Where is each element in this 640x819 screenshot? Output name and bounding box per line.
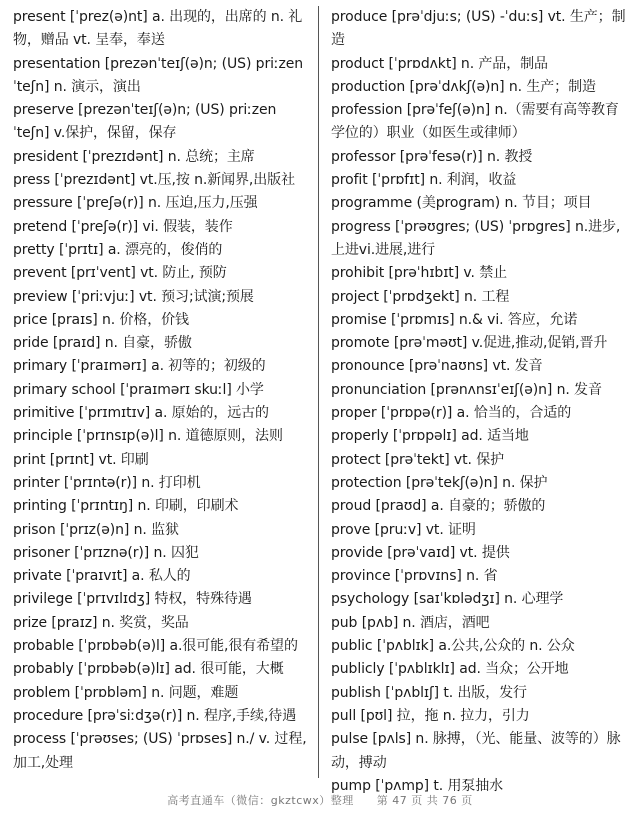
vocab-entry: pretend [ˈpreʃə(r)] vi. 假装，装作: [13, 218, 233, 235]
vocab-entry: prove [pruːv] vt. 证明: [331, 521, 476, 538]
vocab-entry: privilege [ˈprɪvɪlɪdʒ] 特权，特殊待遇: [13, 591, 252, 608]
vocab-entry: project [ˈprɒdʒekt] n. 工程: [331, 288, 510, 305]
vocab-entry: pull [pʊl] 拉，拖 n. 拉力，引力: [331, 707, 530, 724]
vocab-entry: probably [ˈprɒbəb(ə)lɪ] ad. 很可能，大概: [13, 661, 284, 678]
vocab-entry: pronounce [prəˈnaʊns] vt. 发音: [331, 358, 543, 375]
vocab-entry: programme (美program) n. 节目；项目: [331, 195, 592, 212]
vocab-entry: printer [ˈprɪntə(r)] n. 打印机: [13, 474, 201, 491]
vocab-entry: pretty [ˈprɪtɪ] a. 漂亮的，俊俏的: [13, 241, 223, 258]
vocab-entry: process [ˈprəʊses; (US) ˈprɒses] n./ v. 过程,加工,处理: [13, 731, 307, 771]
vocab-entry: provide [prəˈvaɪd] vt. 提供: [331, 544, 510, 561]
vocab-entry: private [ˈpraɪvɪt] a. 私人的: [13, 568, 191, 585]
vocab-entry: president [ˈprezɪdənt] n. 总统；主席: [13, 148, 255, 165]
vocab-entry: profit [ˈprɒfɪt] n. 利润，收益: [331, 172, 517, 189]
vocab-entry: pride [praɪd] n. 自豪，骄傲: [13, 335, 192, 352]
vocab-entry: prohibit [prəˈhɪbɪt] v. 禁止: [331, 265, 508, 282]
vocab-entry: psychology [saɪˈkɒlədʒɪ] n. 心理学: [331, 591, 564, 608]
page-footer: 高考直通车（微信：gkztcwx）整理 第 47 页 共 76 页: [167, 794, 473, 807]
vocab-entry: press [ˈprezɪdənt] vt.压,按 n.新闻界,出版社: [13, 172, 295, 189]
vocab-entry: procedure [prəˈsiːdʒə(r)] n. 程序,手续,待遇: [13, 707, 297, 724]
vocab-entry: preview [ˈpriːvjuː] vt. 预习;试演;预展: [13, 288, 254, 305]
vocab-entry: proud [praʊd] a. 自豪的；骄傲的: [331, 498, 546, 515]
vocab-entry: proper [ˈprɒpə(r)] a. 恰当的，合适的: [331, 405, 572, 422]
vocab-entry: production [prəˈdʌkʃ(ə)n] n. 生产；制造: [331, 78, 596, 95]
vocab-entry: principle [ˈprɪnsɪp(ə)l] n. 道德原则，法则: [13, 428, 283, 445]
vocab-entry: price [praɪs] n. 价格，价钱: [13, 311, 189, 328]
right-column: [331, 6, 631, 798]
vocab-entry: publish [ˈpʌblɪʃ] t. 出版，发行: [331, 684, 527, 701]
vocab-entry: pronunciation [prənʌnsɪˈeɪʃ(ə)n] n. 发音: [331, 381, 602, 398]
vocab-entry: publicly [ˈpʌblɪklɪ] ad. 当众；公开地: [331, 661, 569, 678]
vocab-entry: prize [praɪz] n. 奖赏，奖品: [13, 614, 189, 631]
vocab-entry: prisoner [ˈprɪznə(r)] n. 囚犯: [13, 544, 199, 561]
vocab-entry: promise [ˈprɒmɪs] n.& vi. 答应，允诺: [331, 311, 578, 328]
vocab-entry: public [ˈpʌblɪk] a.公共,公众的 n. 公众: [331, 638, 575, 655]
vocab-entry: professor [prəˈfesə(r)] n. 教授: [331, 148, 533, 165]
vocab-entry: present [ˈprez(ə)nt] a. 出现的，出席的 n. 礼物，赠品 vt. 呈奉，奉送: [13, 9, 303, 49]
column-divider: [318, 6, 319, 778]
vocab-entry: prevent [prɪˈvent] vt. 防止, 预防: [13, 265, 227, 282]
vocab-entry: produce [prəˈdjuːs; (US) -ˈduːs] vt. 生产；制造: [331, 9, 626, 49]
vocab-entry: profession [prəˈfeʃ(ə)n] n.（需要有高等教育学位的）职业（如医生或律师）: [331, 102, 619, 142]
vocab-entry: protect [prəˈtekt] vt. 保护: [331, 451, 504, 468]
vocab-entry: properly [ˈprɒpəlɪ] ad. 适当地: [331, 428, 529, 445]
left-column: [13, 6, 311, 775]
vocab-entry: promote [prəˈməʊt] v.促进,推动,促销,晋升: [331, 335, 608, 352]
vocab-entry: protection [prəˈtekʃ(ə)n] n. 保护: [331, 474, 548, 491]
vocab-entry: pub [pʌb] n. 酒店，酒吧: [331, 614, 490, 631]
vocab-entry: presentation [prezənˈteɪʃ(ə)n; (US) priːzenˈteʃn] n. 演示，演出: [13, 55, 304, 95]
vocab-entry: preserve [prezənˈteɪʃ(ə)n; (US) priːzenˈteʃn] v.保护，保留，保存: [13, 102, 277, 142]
vocab-entry: prison [ˈprɪz(ə)n] n. 监狱: [13, 521, 179, 538]
vocab-entry: pressure [ˈpreʃə(r)] n. 压迫,压力,压强: [13, 195, 258, 212]
vocab-entry: pulse [pʌls] n. 脉搏，（光、能量、波等的）脉动，搏动: [331, 731, 621, 771]
vocab-entry: primary school [ˈpraɪmərɪ skuːl] 小学: [13, 381, 264, 398]
vocab-entry: printing [ˈprɪntɪŋ] n. 印刷，印刷术: [13, 498, 239, 515]
vocab-entry: product [ˈprɒdʌkt] n. 产品，制品: [331, 55, 548, 72]
vocab-entry: print [prɪnt] vt. 印刷: [13, 451, 149, 468]
vocab-entry: progress [ˈprəʊgres; (US) ˈprɒgres] n.进步,上进vi.进展,进行: [331, 218, 621, 258]
vocab-entry: pump [ˈpʌmp] t. 用泵抽水: [331, 777, 504, 794]
vocab-entry: primary [ˈpraɪmərɪ] a. 初等的；初级的: [13, 358, 266, 375]
vocab-entry: problem [ˈprɒbləm] n. 问题，难题: [13, 684, 239, 701]
vocab-entry: probable [ˈprɒbəb(ə)l] a.很可能,很有希望的: [13, 638, 298, 655]
vocab-entry: primitive [ˈprɪmɪtɪv] a. 原始的，远古的: [13, 405, 269, 422]
vocab-entry: province [ˈprɒvɪns] n. 省: [331, 568, 498, 585]
